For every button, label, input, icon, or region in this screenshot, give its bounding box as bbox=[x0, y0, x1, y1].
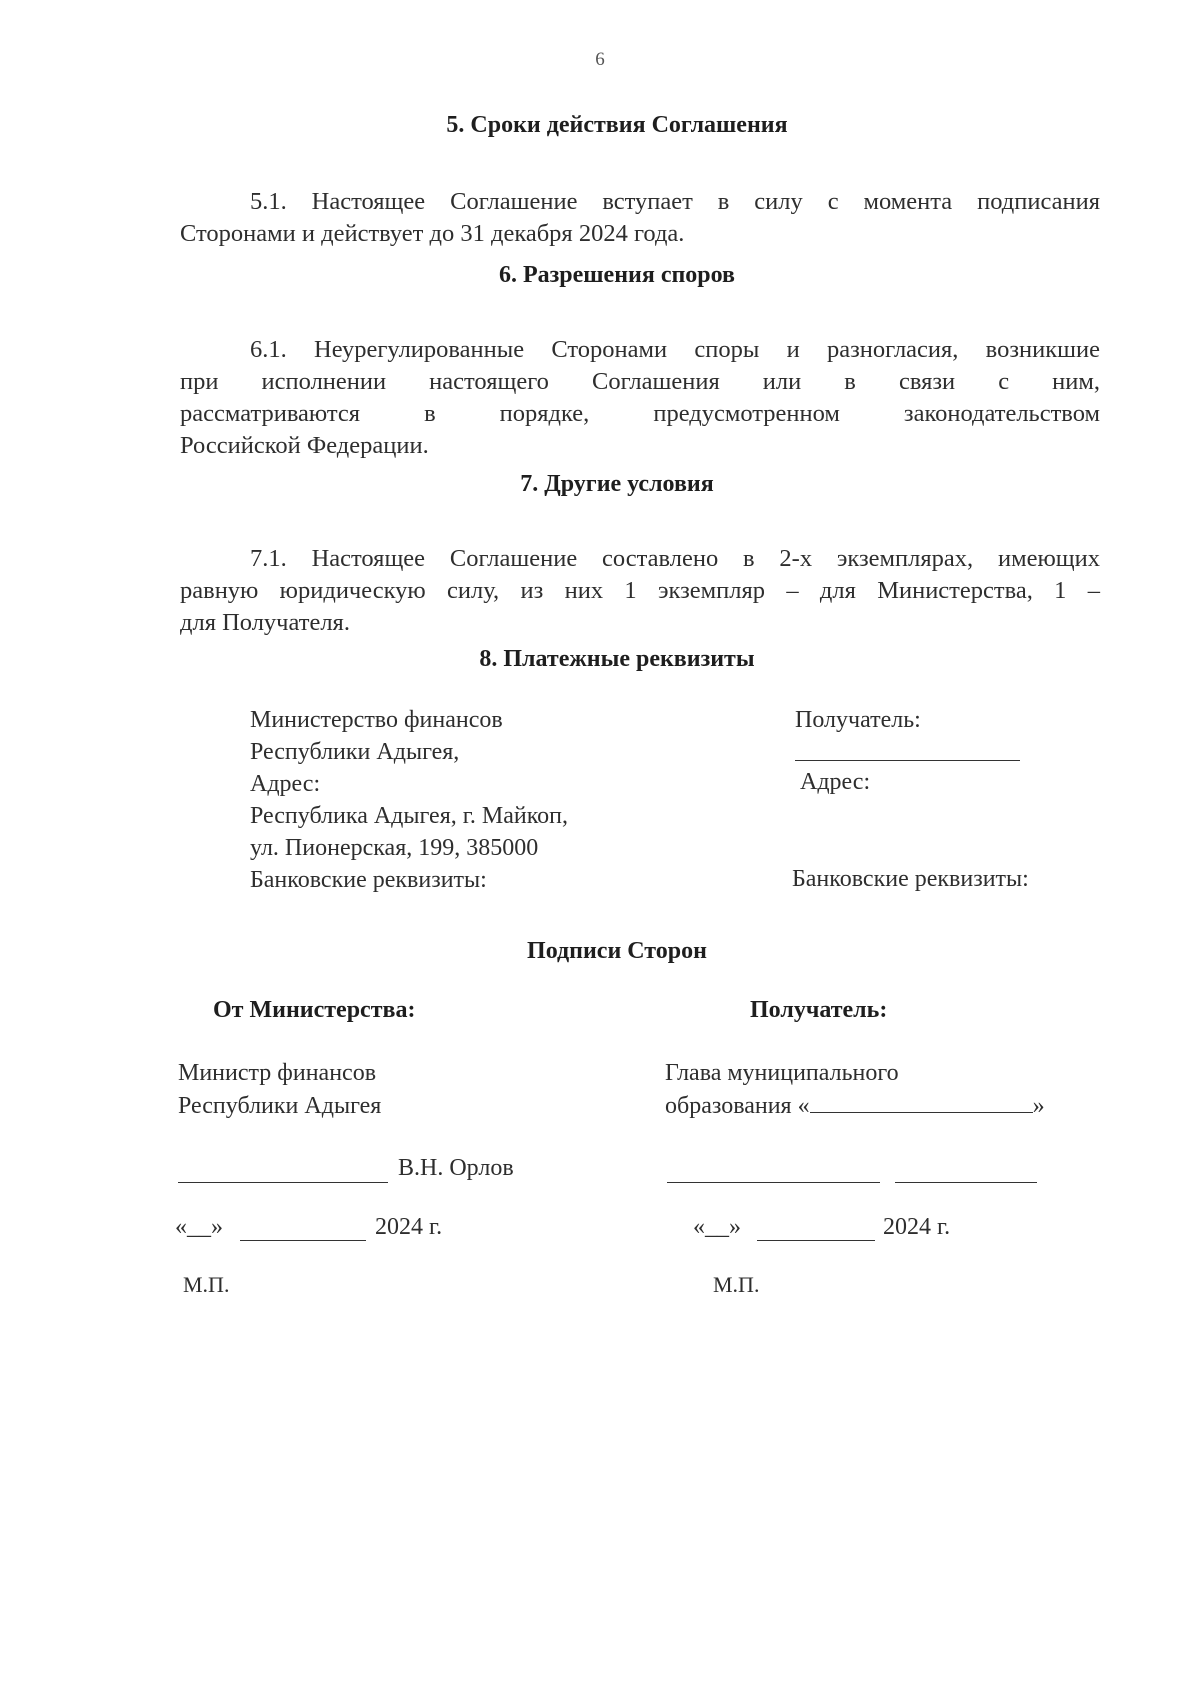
recipient-date-month-blank bbox=[757, 1240, 875, 1241]
ministry-signature-header: От Министерства: bbox=[213, 997, 416, 1023]
ministry-date-day: «__» bbox=[175, 1214, 223, 1240]
municipality-suffix: » bbox=[1032, 1093, 1045, 1119]
section-7-line-3: для Получателя. bbox=[180, 609, 350, 636]
section-7-paragraph bbox=[180, 543, 1100, 639]
section-7-line-2: равную юридическую силу, из них 1 экземпляр – для Министерства, 1 – bbox=[180, 577, 1100, 604]
ministry-address-line-1: Республика Адыгея, г. Майкоп, bbox=[250, 803, 568, 829]
section-5-paragraph bbox=[180, 186, 1100, 250]
ministry-date-month-blank bbox=[240, 1240, 366, 1241]
minister-signature-line bbox=[178, 1182, 388, 1183]
ministry-address-label: Адрес: bbox=[250, 771, 321, 797]
section-6-line-3: рассматриваются в порядке, предусмотренном законодательством bbox=[180, 400, 1100, 427]
municipality-prefix: образования « bbox=[665, 1093, 810, 1119]
section-6-line-4: Российской Федерации. bbox=[180, 432, 429, 459]
recipient-stamp-place: М.П. bbox=[713, 1272, 760, 1297]
ministry-bank-details-label: Банковские реквизиты: bbox=[250, 867, 487, 893]
recipient-head-title-line-2 bbox=[665, 1090, 1045, 1123]
section-6-line-1: 6.1. Неурегулированные Сторонами споры и разногласия, возникшие bbox=[250, 336, 1100, 363]
recipient-head-title-line-1: Глава муниципального bbox=[665, 1060, 899, 1086]
section-6-paragraph bbox=[180, 334, 1100, 462]
recipient-date-day: «__» bbox=[693, 1214, 741, 1240]
section-6-line-2: при исполнении настоящего Соглашения или в связи с ним, bbox=[180, 368, 1100, 395]
recipient-bank-details-label: Банковские реквизиты: bbox=[792, 866, 1029, 892]
ministry-address-line-2: ул. Пионерская, 199, 385000 bbox=[250, 835, 539, 861]
section-7-line-1: 7.1. Настоящее Соглашение составлено в 2-х экземплярах, имеющих bbox=[250, 545, 1100, 572]
section-5-line-1: 5.1. Настоящее Соглашение вступает в силу с момента подписания bbox=[250, 188, 1100, 215]
section-5-line-2: Сторонами и действует до 31 декабря 2024 года. bbox=[180, 220, 685, 247]
recipient-head-title-block bbox=[665, 1057, 1045, 1123]
recipient-address-label: Адрес: bbox=[800, 769, 871, 795]
section-6-title: 6. Разрешения споров bbox=[498, 262, 736, 288]
recipient-date-year: 2024 г. bbox=[883, 1214, 951, 1240]
ministry-stamp-place: М.П. bbox=[183, 1272, 230, 1297]
minister-title-block bbox=[178, 1057, 381, 1123]
recipient-signature-line bbox=[667, 1182, 880, 1183]
payment-ministry-block bbox=[250, 704, 568, 896]
recipient-name-line bbox=[895, 1182, 1037, 1183]
section-8-title: 8. Платежные реквизиты bbox=[479, 646, 755, 672]
recipient-signature-header: Получатель: bbox=[750, 997, 888, 1023]
ministry-name-line-2: Республики Адыгея, bbox=[250, 739, 460, 765]
municipality-name-blank bbox=[810, 1092, 1033, 1113]
section-7-title: 7. Другие условия bbox=[520, 471, 714, 497]
minister-title-line-2: Республики Адыгея bbox=[178, 1093, 382, 1119]
recipient-label: Получатель: bbox=[795, 707, 921, 733]
recipient-name-blank bbox=[795, 760, 1020, 761]
minister-name: В.Н. Орлов bbox=[398, 1155, 514, 1181]
section-5-title: 5. Сроки действия Соглашения bbox=[446, 112, 788, 138]
ministry-date-year: 2024 г. bbox=[375, 1214, 443, 1240]
signatures-title: Подписи Сторон bbox=[527, 938, 707, 964]
ministry-name-line-1: Министерство финансов bbox=[250, 707, 503, 733]
page-number: 6 bbox=[595, 49, 605, 70]
minister-title-line-1: Министр финансов bbox=[178, 1060, 377, 1086]
